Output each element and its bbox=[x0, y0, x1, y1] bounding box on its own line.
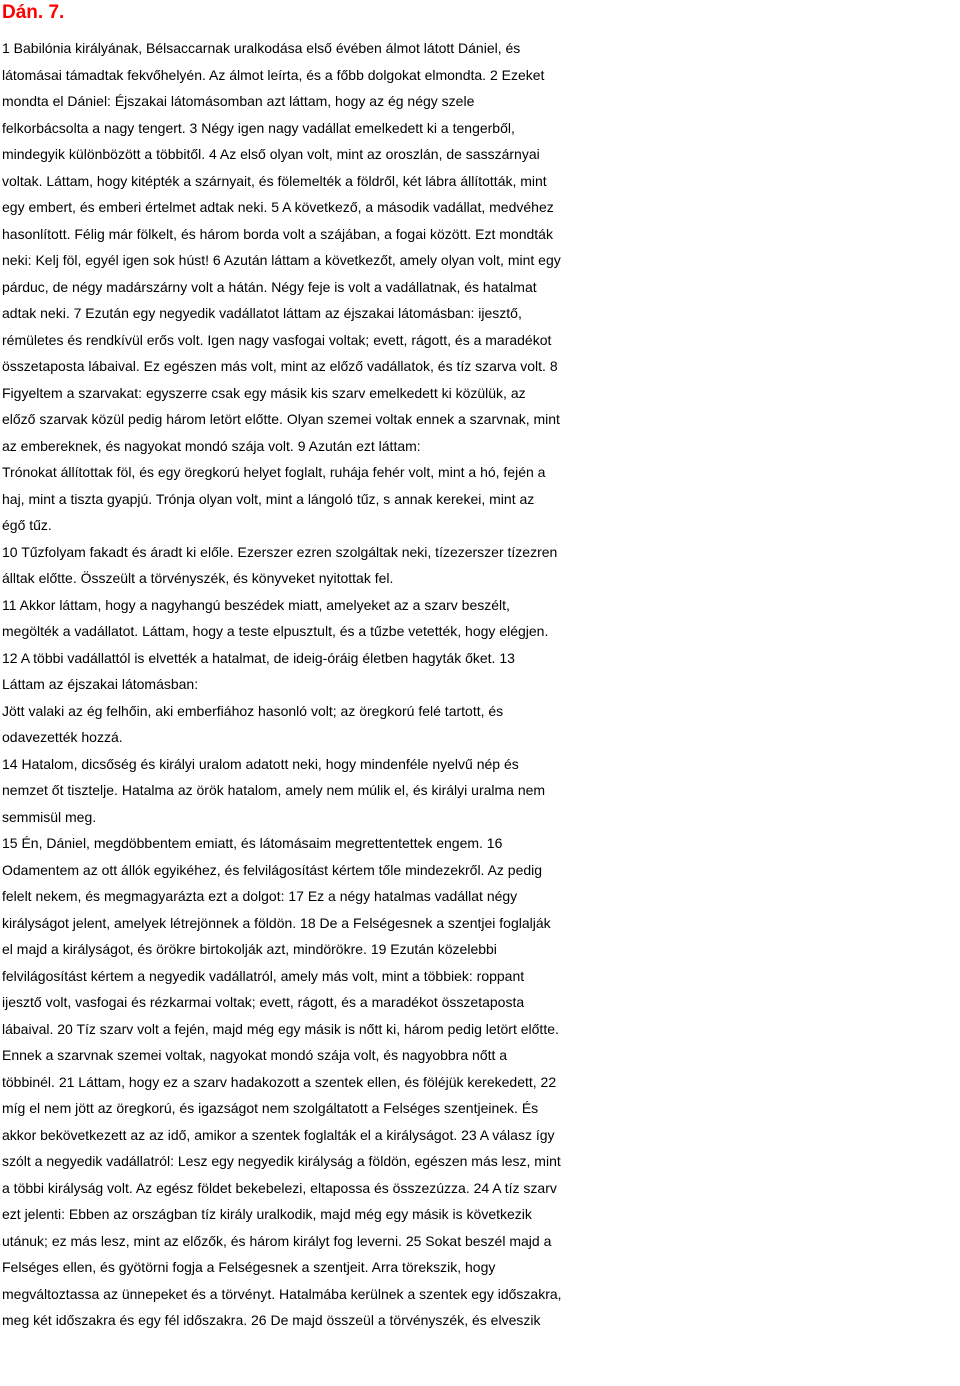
text-line: felelt nekem, és megmagyarázta ezt a dolgot: 17 Ez a négy hatalmas vadállat négy bbox=[2, 888, 518, 904]
text-line: a többi királyság volt. Az egész földet bekebelezi, eltapossa és összezúzza. 24 A tíz szarv bbox=[2, 1179, 557, 1196]
text-line: utánuk; ez más lesz, mint az előzők, és három királyt fog leverni. 25 Sokat beszél majd a bbox=[2, 1232, 552, 1249]
text-line: összetaposta lábaival. Ez egészen más volt, mint az előző vadállatok, és tíz szarva volt. 8 bbox=[2, 358, 558, 374]
text-line: 15 Én, Dániel, megdöbbentem emiatt, és látomásaim megrettentettek engem. 16 bbox=[2, 835, 503, 851]
text-line: haj, mint a tiszta gyapjú. Trónja olyan volt, mint a lángoló tűz, s annak kerekei, mint az bbox=[2, 490, 535, 507]
text-line: neki: Kelj föl, egyél igen sok húst! 6 Azután láttam a következőt, amely olyan volt, mint egy bbox=[2, 252, 561, 268]
text-line: az embereknek, és nagyokat mondó szája volt. 9 Azután ezt láttam: bbox=[2, 437, 421, 454]
text-line: előző szarvak közül pedig három letört előtte. Olyan szemei voltak ennek a szarvnak, mint bbox=[2, 411, 560, 427]
text-line: adtak neki. 7 Ezután egy negyedik vadállatot láttam az éjszakai látomásban: ijesztő, bbox=[2, 305, 522, 321]
text-line: szólt a negyedik vadállatról: Lesz egy negyedik királyság a földön, egészen más lesz, mint bbox=[2, 1153, 561, 1169]
text-line: látomásai támadtak fekvőhelyén. Az álmot leírta, és a főbb dolgokat elmondta. 2 Ezeket bbox=[2, 66, 545, 83]
text-line: Jött valaki az ég felhőin, aki emberfiához hasonló volt; az öregkorú felé tartott, és bbox=[2, 702, 504, 719]
text-line: Trónokat állítottak föl, és egy öregkorú helyet foglalt, ruhája fehér volt, mint a hó, fején a bbox=[2, 464, 546, 480]
text-line: 14 Hatalom, dicsőség és királyi uralom adatott neki, hogy mindenféle nyelvű nép és bbox=[2, 755, 519, 772]
text-line: 12 A többi vadállattól is elvették a hatalmat, de ideig-óráig életben hagyták őket. 13 bbox=[2, 649, 515, 666]
text-line: mondta el Dániel: Éjszakai látomásomban azt láttam, hogy az ég négy szele bbox=[2, 93, 475, 109]
text-line: ijesztő volt, vasfogai és rézkarmai voltak; evett, rágott, és a maradékot összetaposta bbox=[2, 994, 525, 1010]
text-line: semmisül meg. bbox=[2, 808, 97, 825]
text-line: hasonlított. Félig már fölkelt, és három borda volt a szájában, a fogai között. Ezt mondták bbox=[2, 225, 553, 242]
chapter-heading: Dán. 7. bbox=[2, 2, 65, 23]
text-line: 11 Akkor láttam, hogy a nagyhangú beszédek miatt, amelyeket az a szarv beszélt, bbox=[2, 596, 510, 613]
text-line: 10 Tűzfolyam fakadt és áradt ki előle. Ezerszer ezren szolgáltak neki, tízezerszer tízezren bbox=[2, 543, 558, 560]
text-line: lábaival. 20 Tíz szarv volt a fején, majd még egy másik is nőtt ki, három pedig letört előtte. bbox=[2, 1020, 559, 1037]
text-line: egy embert, és emberi értelmet adtak neki. 5 A következő, a második vadállat, medvéhez bbox=[2, 199, 554, 215]
text-line: többinél. 21 Láttam, hogy ez a szarv hadakozott a szentek ellen, és föléjük kerekedett, 22 bbox=[2, 1073, 557, 1090]
text-line: akkor bekövetkezett az az idő, amikor a szentek foglalták el a királyságot. 23 A válasz így bbox=[2, 1126, 555, 1143]
text-line: párduc, de négy madárszárny volt a hátán. Négy feje is volt a vadállatnak, és hatalmat bbox=[2, 278, 537, 295]
text-line: voltak. Láttam, hogy kitépték a szárnyait, és fölemelték a földről, két lábra állították, mint bbox=[2, 172, 547, 189]
text-line: nemzet őt tisztelje. Hatalma az örök hatalom, amely nem múlik el, és királyi uralma nem bbox=[2, 782, 546, 798]
text-line: rémületes és rendkívül erős volt. Igen nagy vasfogai voltak; evett, rágott, és a maradékot bbox=[2, 331, 552, 348]
text-line: felvilágosítást kértem a negyedik vadállatról, amely más volt, mint a többiek: roppant bbox=[2, 967, 525, 984]
text-line: 1 Babilónia királyának, Bélsaccarnak uralkodása első évében álmot látott Dániel, és bbox=[2, 40, 521, 56]
text-line: odavezették hozzá. bbox=[2, 729, 123, 745]
text-line: megváltoztassa az ünnepeket és a törvényt. Hatalmába kerülnek a szentek egy időszakra, bbox=[2, 1285, 562, 1302]
text-line: Láttam az éjszakai látomásban: bbox=[2, 676, 199, 692]
text-line: el majd a királyságot, és örökre birtokolják azt, mindörökre. 19 Ezután közelebbi bbox=[2, 941, 497, 957]
scripture-text-body bbox=[2, 35, 958, 1334]
text-line: meg két időszakra és egy fél időszakra. 26 De majd összeül a törvényszék, és elveszik bbox=[2, 1312, 541, 1328]
text-line: királyságot jelent, amelyek létrejönnek a földön. 18 De a Felségesnek a szentjei foglalják bbox=[2, 914, 551, 931]
text-line: míg el nem jött az öregkorú, és igazságot nem szolgáltatott a Felséges szentjeinek. És bbox=[2, 1100, 539, 1116]
text-line: Ennek a szarvnak szemei voltak, nagyokat mondó szája volt, és nagyobbra nőtt a bbox=[2, 1047, 508, 1063]
text-line: felkorbácsolta a nagy tengert. 3 Négy igen nagy vadállat emelkedett ki a tengerből, bbox=[2, 119, 515, 136]
text-line: álltak előtte. Összeült a törvényszék, és könyveket nyitottak fel. bbox=[2, 570, 394, 586]
text-line: Felséges ellen, és gyötörni fogja a Felségesnek a szentjeit. Arra törekszik, hogy bbox=[2, 1259, 496, 1275]
text-line: égő tűz. bbox=[2, 517, 52, 533]
text-line: Odamentem az ott állók egyikéhez, és felvilágosítást kértem tőle mindezekről. Az pedig bbox=[2, 861, 543, 878]
text-line: Figyeltem a szarvakat: egyszerre csak egy másik kis szarv emelkedett ki közülük, az bbox=[2, 384, 526, 401]
text-line: ezt jelenti: Ebben az országban tíz király uralkodik, majd még egy másik is következik bbox=[2, 1206, 532, 1222]
text-line: mindegyik különbözött a többitől. 4 Az első olyan volt, mint az oroszlán, de sasszárnyai bbox=[2, 146, 540, 162]
text-line: megölték a vadállatot. Láttam, hogy a teste elpusztult, és a tűzbe vetették, hogy elégjen. bbox=[2, 623, 549, 639]
